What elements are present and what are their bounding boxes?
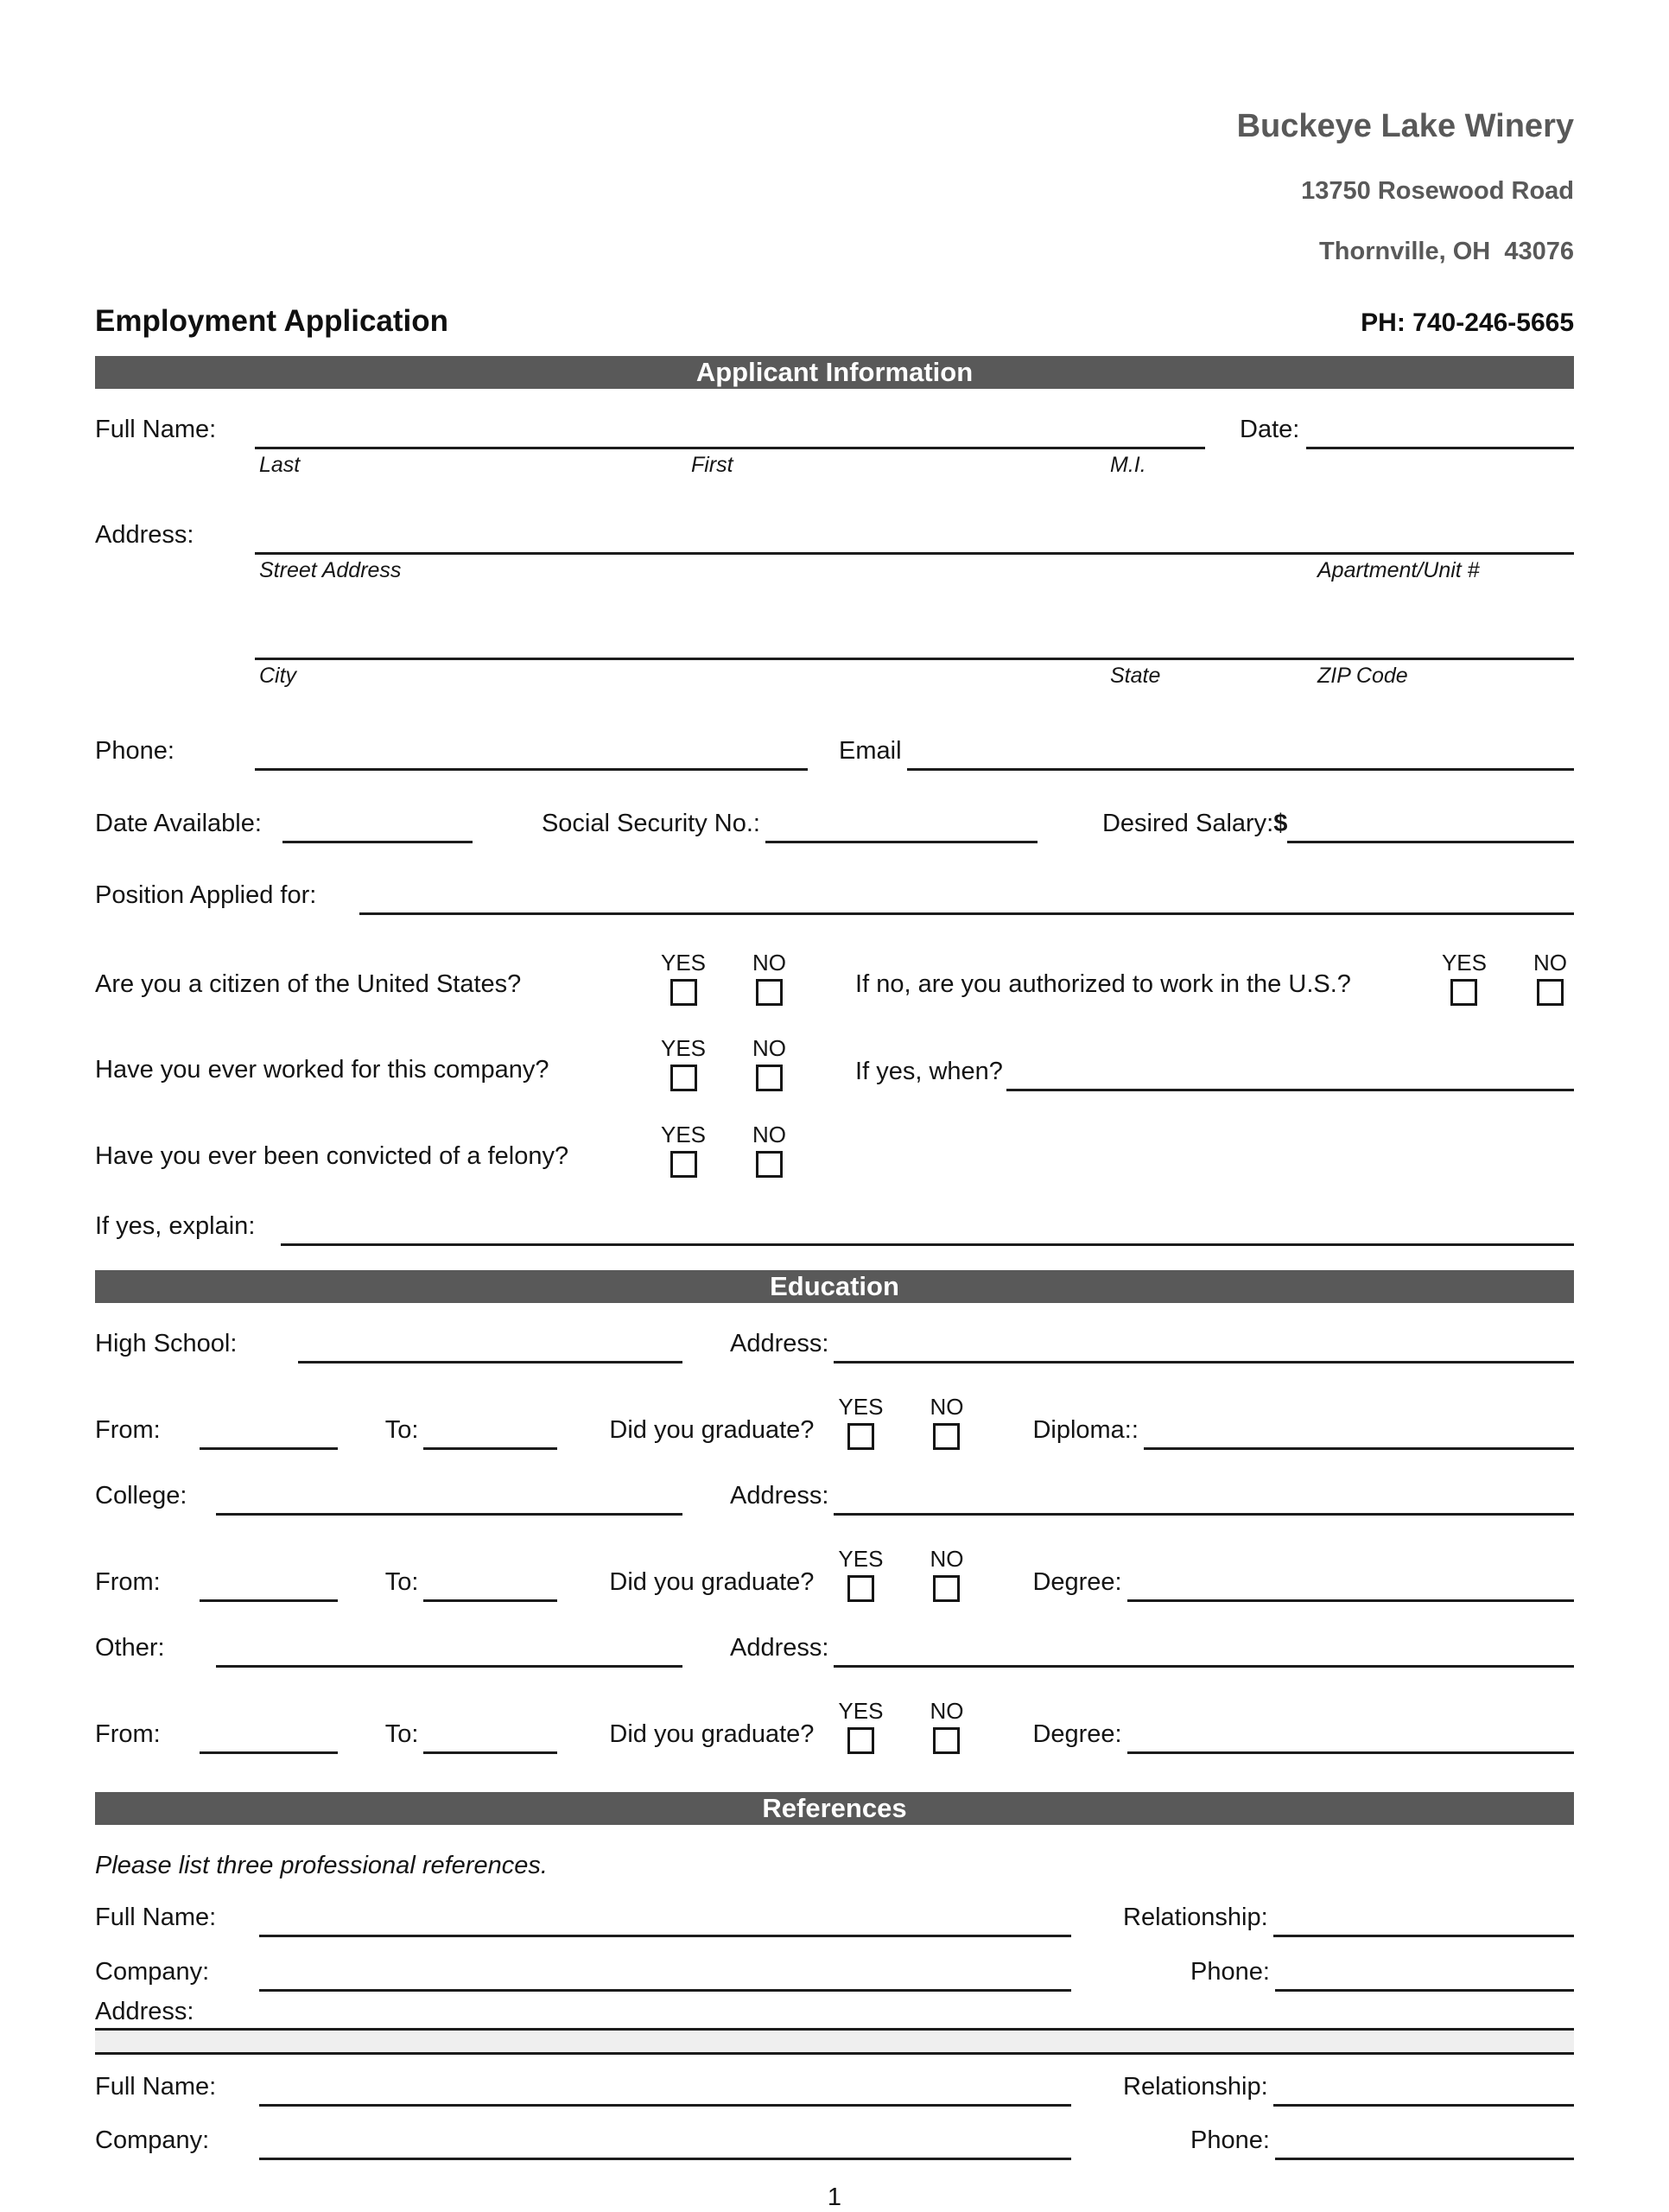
other-graduate-no-option [930,1699,963,1754]
no-label: NO [930,1394,964,1420]
felony-explain-line[interactable] [281,1208,1574,1246]
hs-diploma-line[interactable] [1144,1412,1574,1450]
city-sublabels [95,664,1574,691]
hs-name-line[interactable] [298,1325,682,1363]
ssn-label: Social Security No.: [541,810,760,837]
other-address-label: Address: [730,1634,829,1662]
yes-label: YES [1441,950,1487,976]
ref1-full-name-label: Full Name: [95,1904,217,1931]
yes-label: YES [661,950,707,976]
street-sublabels [95,558,1574,586]
date-line[interactable] [1306,411,1574,449]
diploma-label: Diploma:: [1032,1416,1139,1444]
graduate-label: Did you graduate? [609,1416,815,1444]
authorized-yes-checkbox[interactable] [1450,979,1477,1006]
street-address-sublabel: Street Address [259,558,402,582]
ref2-relationship-line[interactable] [1273,2069,1574,2107]
ref1-relationship-line[interactable] [1273,1899,1574,1937]
ref1-full-name-line[interactable] [259,1899,1071,1937]
ref1-phone-label: Phone: [1190,1958,1270,1986]
explain-label: If yes, explain: [95,1212,256,1240]
address-row [95,517,1574,555]
authorized-yn-group [1442,950,1567,1006]
hs-to-line[interactable] [423,1412,557,1450]
no-label: NO [752,1035,787,1061]
title-row [95,304,1574,344]
explain-row [95,1208,1574,1246]
hs-dates-row [95,1395,1574,1450]
high-school-label: High School: [95,1330,238,1357]
other-graduate-yn-group [838,1699,963,1754]
other-to-line[interactable] [423,1716,557,1754]
citizen-question: Are you a citizen of the United States? [95,970,522,998]
ref1-company-row [95,1954,1574,1992]
hs-from-line[interactable] [200,1412,338,1450]
to-label: To: [384,1720,419,1748]
hs-graduate-yn-group [838,1395,963,1450]
from-label: From: [95,1568,161,1596]
college-graduate-yn-group [838,1547,963,1602]
ref1-company-line[interactable] [259,1954,1071,1992]
position-row [95,877,1574,915]
phone-label: Phone: [95,737,175,765]
ref1-phone-line[interactable] [1275,1954,1574,1992]
college-to-line[interactable] [423,1564,557,1602]
college-graduate-yes-checkbox[interactable] [847,1575,874,1602]
yes-label: YES [661,1122,707,1147]
desired-salary-line[interactable] [1287,805,1574,843]
felony-yes-checkbox[interactable] [670,1151,697,1178]
ref2-phone-line[interactable] [1275,2122,1574,2160]
worked-question: Have you ever worked for this company? [95,1056,549,1084]
ref1-name-row [95,1899,1574,1937]
authorized-no-checkbox[interactable] [1537,979,1564,1006]
date-available-label: Date Available: [95,810,262,837]
ref2-company-row [95,2122,1574,2160]
college-degree-label: Degree: [1032,1568,1122,1596]
ref1-relationship-label: Relationship: [1123,1904,1268,1931]
worked-no-checkbox[interactable] [756,1065,783,1091]
college-address-line[interactable] [834,1478,1574,1516]
form-title: Employment Application [95,304,449,338]
felony-question: Have you ever been convicted of a felony? [95,1142,569,1170]
college-label: College: [95,1482,187,1510]
company-name: Buckeye Lake Winery [1236,108,1574,144]
name-sublabels [95,453,1574,480]
other-degree-line[interactable] [1127,1716,1574,1754]
address-label: Address: [95,521,194,549]
college-graduate-no-option [930,1547,963,1602]
phone-email-row [95,733,1574,771]
city-sublabel: City [259,664,297,688]
company-phone: PH: 740-246-5665 [1361,308,1574,337]
college-address-label: Address: [730,1482,829,1510]
section-header-applicant-information: Applicant Information [95,356,1574,389]
felony-no-option [752,1122,786,1178]
college-degree-line[interactable] [1127,1564,1574,1602]
ref2-name-row [95,2069,1574,2107]
company-address-line2: Thornville, OH 43076 [1319,238,1574,265]
ssn-line[interactable] [765,805,1038,843]
high-school-row [95,1325,1574,1363]
first-sublabel: First [691,453,733,477]
when-label: If yes, when? [855,1058,1003,1085]
section-header-education: Education [95,1270,1574,1303]
other-name-line[interactable] [216,1630,682,1668]
other-graduate-yes-checkbox[interactable] [847,1727,874,1754]
address-city-line[interactable] [255,622,1574,660]
no-label: NO [930,1698,964,1724]
no-label: NO [752,1122,787,1147]
yes-label: YES [661,1035,707,1061]
felony-yes-option [661,1122,706,1178]
full-name-line[interactable] [255,411,1205,449]
state-sublabel: State [1110,664,1161,688]
hs-address-label: Address: [730,1330,829,1357]
date-label: Date: [1240,416,1300,443]
other-from-line[interactable] [200,1716,338,1754]
graduate-label: Did you graduate? [609,1568,815,1596]
ref1-company-label: Company: [95,1958,210,1986]
yes-label: YES [838,1546,884,1572]
ref2-full-name-line[interactable] [259,2069,1071,2107]
ref2-company-line[interactable] [259,2122,1071,2160]
worked-when-line[interactable] [1006,1053,1574,1091]
other-address-line[interactable] [834,1630,1574,1668]
full-name-label: Full Name: [95,416,217,443]
address-street-line[interactable] [255,517,1574,555]
mi-sublabel: M.I. [1110,453,1146,477]
to-label: To: [384,1568,419,1596]
other-graduate-yes-option [838,1699,883,1754]
desired-salary-label: Desired Salary: [1101,810,1274,837]
phone-line[interactable] [255,733,808,771]
other-education-row [95,1630,1574,1668]
ref2-company-label: Company: [95,2126,210,2154]
section-header-references: References [95,1792,1574,1825]
college-dates-row [95,1547,1574,1602]
felony-no-checkbox[interactable] [756,1151,783,1178]
other-label: Other: [95,1634,165,1662]
citizen-question-row [95,950,1574,1006]
company-address-line1: 13750 Rosewood Road [1301,177,1574,205]
ref1-address-line-2[interactable] [95,2031,1574,2055]
apartment-unit-sublabel: Apartment/Unit # [1317,558,1480,582]
no-label: NO [752,950,787,976]
authorized-question: If no, are you authorized to work in the U.S.? [855,970,1351,998]
other-degree-label: Degree: [1032,1720,1122,1748]
authorized-no-option [1533,950,1567,1006]
ref2-phone-label: Phone: [1190,2126,1270,2154]
college-graduate-no-checkbox[interactable] [933,1575,960,1602]
address-row-2 [95,622,1574,660]
dollar-sign: $ [1273,810,1288,837]
ref2-full-name-label: Full Name: [95,2073,217,2101]
other-dates-row [95,1699,1574,1754]
authorized-yes-option [1442,950,1487,1006]
college-name-line[interactable] [216,1478,682,1516]
yes-label: YES [838,1394,884,1420]
citizen-no-checkbox[interactable] [756,979,783,1006]
email-label: Email [839,737,902,765]
ref2-relationship-label: Relationship: [1123,2073,1268,2101]
other-graduate-no-checkbox[interactable] [933,1727,960,1754]
hs-graduate-no-checkbox[interactable] [933,1423,960,1450]
no-label: NO [930,1546,964,1572]
last-sublabel: Last [259,453,301,477]
citizen-yes-option [661,950,706,1006]
hs-graduate-yes-checkbox[interactable] [847,1423,874,1450]
to-label: To: [384,1416,419,1444]
worked-yes-option [661,1036,706,1091]
citizen-yn-group [661,950,786,1006]
no-label: NO [1533,950,1567,976]
college-graduate-yes-option [838,1547,883,1602]
worked-question-row [95,1036,1574,1091]
position-line[interactable] [359,877,1574,915]
felony-yn-group [661,1122,786,1178]
from-label: From: [95,1416,161,1444]
college-from-line[interactable] [200,1564,338,1602]
citizen-yes-checkbox[interactable] [670,979,697,1006]
position-label: Position Applied for: [95,881,317,909]
availability-row [95,805,1574,843]
references-intro: Please list three professional references. [95,1852,548,1879]
worked-yes-checkbox[interactable] [670,1065,697,1091]
company-header [95,76,1574,297]
college-row [95,1478,1574,1516]
citizen-no-option [752,950,786,1006]
yes-label: YES [838,1698,884,1724]
hs-graduate-yes-option [838,1395,883,1450]
worked-no-option [752,1036,786,1091]
page-number: 1 [827,2183,842,2211]
graduate-label: Did you graduate? [609,1720,815,1748]
felony-question-row [95,1122,1574,1178]
from-label: From: [95,1720,161,1748]
worked-yn-group [661,1036,786,1091]
zip-sublabel: ZIP Code [1317,664,1408,688]
date-available-line[interactable] [282,805,473,843]
email-line[interactable] [907,733,1574,771]
full-name-row [95,411,1574,449]
hs-graduate-no-option [930,1395,963,1450]
hs-address-line[interactable] [834,1325,1574,1363]
ref1-address-label: Address: [95,1998,194,2025]
